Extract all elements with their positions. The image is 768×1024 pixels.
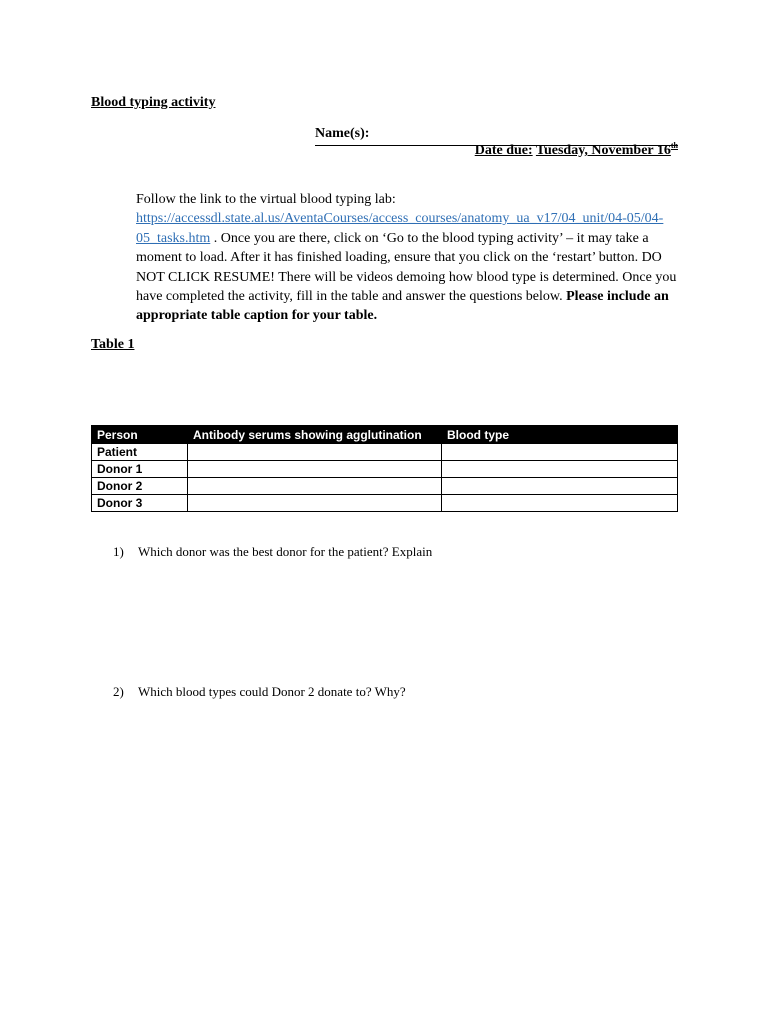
table-row [92,461,678,478]
row-person: Donor 3 [92,495,188,512]
question-2 [113,684,406,700]
header-person: Person [92,426,188,444]
row-person: Patient [92,444,188,461]
date-due-suffix: th [670,141,678,150]
row-blood-type-cell[interactable] [442,495,678,512]
question-1 [113,544,432,560]
question-text: Which donor was the best donor for the patient? Explain [138,544,433,559]
date-due-value: Tuesday, November 16 [535,143,671,158]
question-text: Which blood types could Donor 2 donate to? Why? [138,684,406,699]
blood-typing-lab-link[interactable]: https://accessdl.state.al.us/AventaCourses/access_courses/anatomy_ua_v17/04_unit/04-05/04-05_tasks.htm [136,211,664,246]
instructions-body: . Once you are there, click on ‘Go to the blood typing activity’ – it may take a moment to load. After it has finished loading, ensure that you click on the ‘restart’ button. DO NOT CLICK RESUME! There will be videos demoing how blood type is determined. Once you have completed the activity, fill in the table and answer the questions below. [136,230,677,305]
row-antibody-cell[interactable] [188,461,442,478]
row-antibody-cell[interactable] [188,444,442,461]
question-number: 1) [113,544,124,559]
instructions-paragraph [136,190,681,326]
table-row [92,444,678,461]
row-antibody-cell[interactable] [188,478,442,495]
date-due-label: Date due: [474,143,533,158]
names-label: Name(s): [315,126,370,141]
row-blood-type-cell[interactable] [442,461,678,478]
header-blood-type: Blood type [442,426,678,444]
blood-type-table [91,425,678,512]
row-person: Donor 1 [92,461,188,478]
row-blood-type-cell[interactable] [442,478,678,495]
question-number: 2) [113,684,124,699]
row-person: Donor 2 [92,478,188,495]
row-antibody-cell[interactable] [188,495,442,512]
instructions-intro: Follow the link to the virtual blood typing lab: [136,192,396,207]
table-row [92,495,678,512]
instructions-bold-note: Please include an appropriate table caption for your table. [136,289,669,324]
row-blood-type-cell[interactable] [442,444,678,461]
document-title: Blood typing activity [91,95,216,110]
date-due [315,143,678,159]
header-antibody-serums: Antibody serums showing agglutination [188,426,442,444]
table-label: Table 1 [91,337,135,352]
table-row [92,478,678,495]
table-header-row [92,426,678,444]
